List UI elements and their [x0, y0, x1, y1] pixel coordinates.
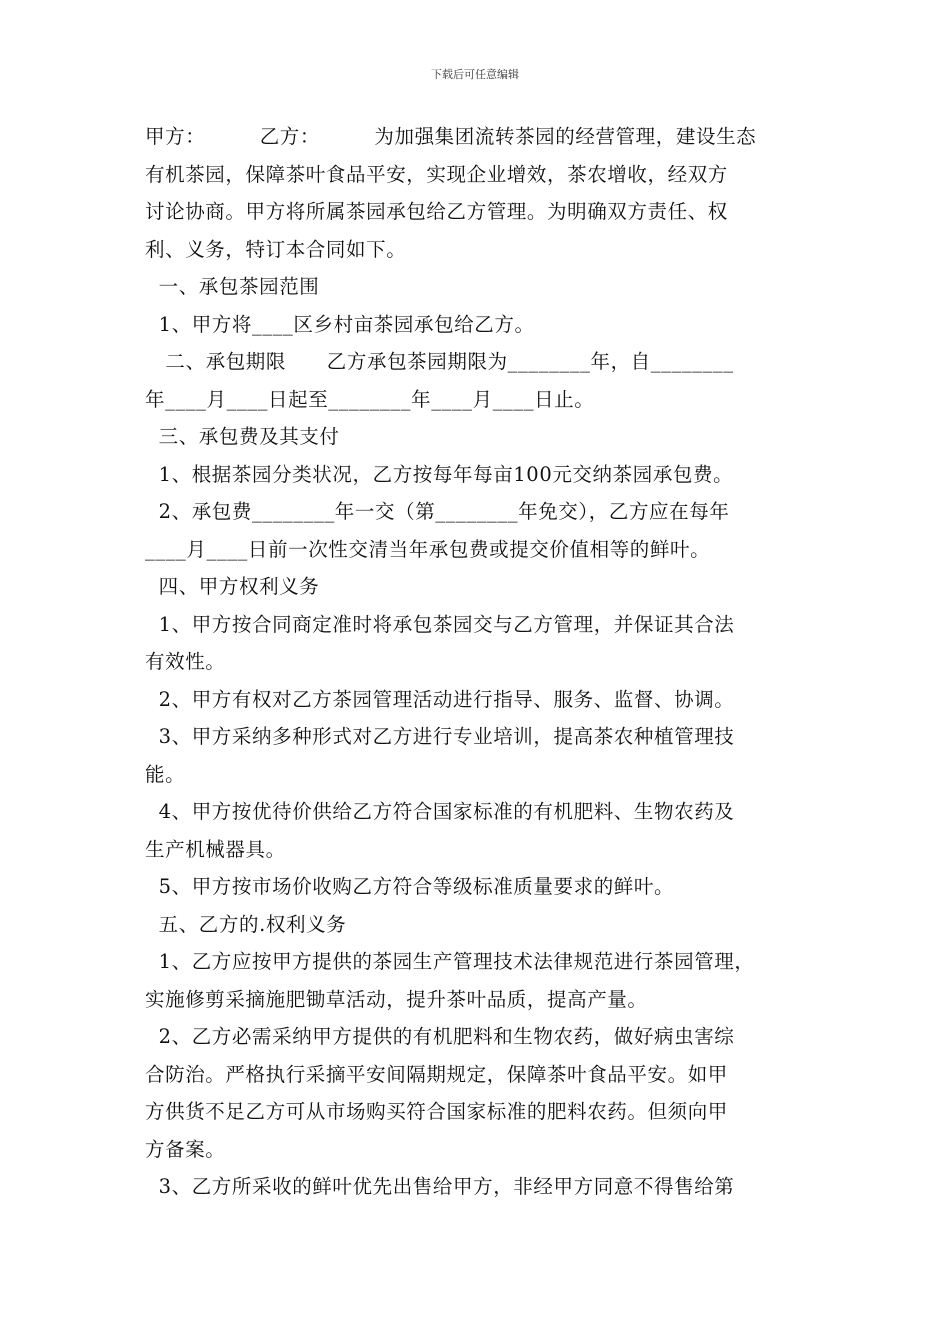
text-line: ____月____日前一次性交清当年承包费或提交价值相等的鲜叶。: [145, 537, 711, 561]
section-heading: 三、承包费及其支付: [145, 425, 340, 448]
text-line: 合防治。严格执行采摘平安间隔期规定，保障茶叶食品平安。如甲: [145, 1062, 728, 1086]
text-line: 2、乙方必需采纳甲方提供的有机肥料和生物农药，做好病虫害综: [145, 1025, 735, 1048]
text-line: 有效性。: [145, 650, 226, 673]
text-line: 年____月____日起至________年____月____日止。: [145, 387, 595, 411]
text-line: 1、甲方将____区乡村亩茶园承包给乙方。: [145, 312, 535, 336]
text-line: 3、甲方采纳多种形式对乙方进行专业培训，提高茶农种植管理技: [145, 725, 735, 748]
page-header: 下载后可任意编辑: [431, 68, 519, 81]
text-line: 1、甲方按合同商定准时将承包茶园交与乙方管理，并保证其合法: [145, 612, 735, 636]
text-line: 利、义务，特订本合同如下。: [145, 237, 407, 261]
text-line: 有机茶园，保障茶叶食品平安，实现企业增效，茶农增收，经双方: [145, 162, 728, 186]
text-line: 1、根据茶园分类状况，乙方按每年每亩100元交纳茶园承包费。: [145, 462, 734, 486]
text-line: 甲方： 乙方： 为加强集团流转茶园的经营管理，建设生态: [145, 125, 757, 148]
section-heading: 五、乙方的.权利义务: [145, 912, 347, 936]
text-line: 5、甲方按市场价收购乙方符合等级标准质量要求的鲜叶。: [145, 875, 675, 898]
text-line: 实施修剪采摘施肥锄草活动，提升茶叶品质，提高产量。: [145, 987, 648, 1011]
text-line: 生产机械器具。: [145, 837, 286, 861]
text-line: 讨论协商。甲方将所属茶园承包给乙方管理。为明确双方责任、权: [145, 200, 728, 223]
section-heading: 二、承包期限 乙方承包茶园期限为________年，自________: [145, 350, 734, 373]
text-line: 1、乙方应按甲方提供的茶园生产管理技术法律规范进行茶园管理，: [145, 950, 755, 973]
text-line: 4、甲方按优待价供给乙方符合国家标准的有机肥料、生物农药及: [145, 800, 735, 823]
contract-body: [145, 118, 810, 1206]
section-heading: 一、承包茶园范围: [145, 275, 320, 298]
text-line: 2、甲方有权对乙方茶园管理活动进行指导、服务、监督、协调。: [145, 687, 735, 711]
text-line: 3、乙方所采收的鲜叶优先出售给甲方，非经甲方同意不得售给第: [145, 1175, 735, 1198]
text-line: 方备案。: [145, 1137, 226, 1161]
section-heading: 四、甲方权利义务: [145, 575, 320, 598]
text-line: 方供货不足乙方可从市场购买符合国家标准的肥料农药。但须向甲: [145, 1100, 728, 1123]
text-line: 能。: [145, 762, 186, 786]
text-line: 2、承包费________年一交（第________年免交），乙方应在每年: [145, 500, 730, 523]
